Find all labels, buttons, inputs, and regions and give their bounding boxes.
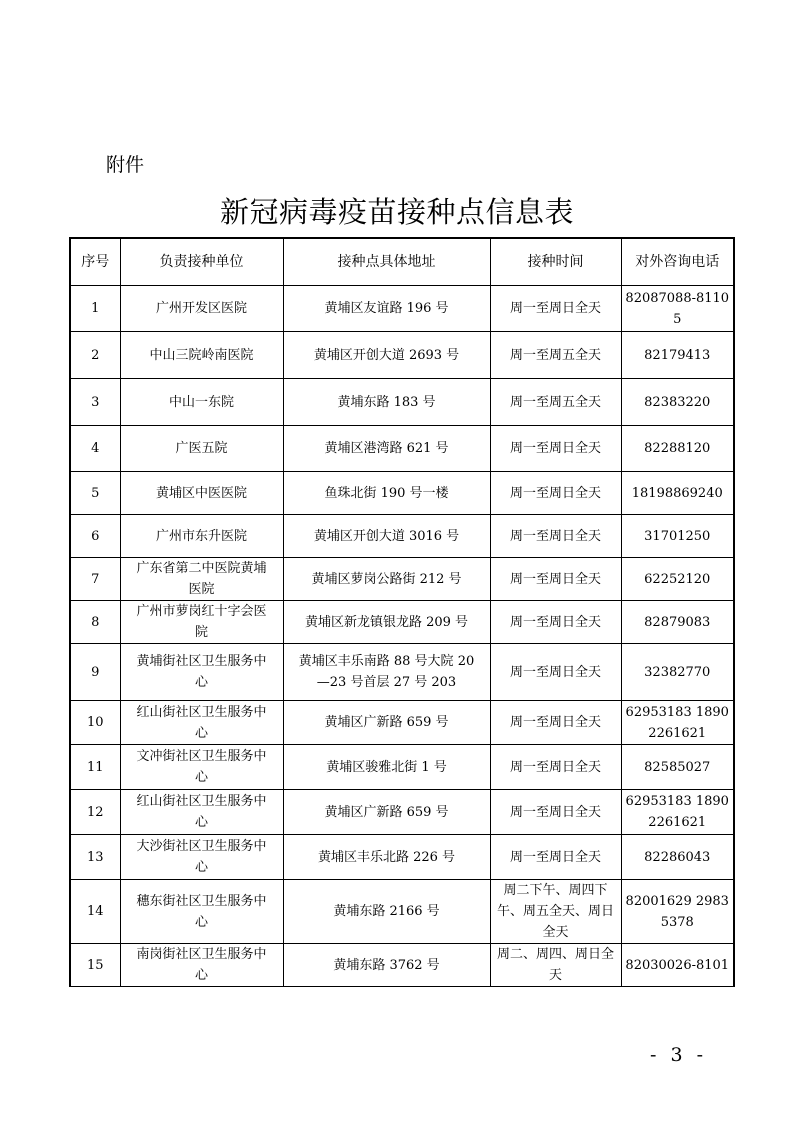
address-cell: 黄埔区广新路 659 号 [283,701,490,745]
unit-cell: 广东省第二中医院黄埔医院 [120,558,283,601]
time-cell: 周一至周日全天 [490,701,621,745]
time-cell: 周一至周日全天 [490,472,621,515]
time-cell: 周一至周日全天 [490,835,621,880]
row-number: 7 [70,558,120,601]
unit-cell: 大沙街社区卫生服务中心 [120,835,283,880]
phone-cell: 82001629 29835378 [621,880,734,944]
row-number: 10 [70,701,120,745]
unit-cell: 红山街社区卫生服务中心 [120,701,283,745]
table-row [70,472,734,515]
time-cell: 周一至周日全天 [490,745,621,790]
phone-cell: 82286043 [621,835,734,880]
row-number: 2 [70,332,120,379]
table-row [70,515,734,558]
address-cell: 黄埔区开创大道 2693 号 [283,332,490,379]
address-cell: 黄埔区新龙镇银龙路 209 号 [283,601,490,644]
row-number: 11 [70,745,120,790]
table-row [70,332,734,379]
column-header-time: 接种时间 [490,238,621,286]
column-header-phone: 对外咨询电话 [621,238,734,286]
time-cell: 周一至周日全天 [490,601,621,644]
address-cell: 黄埔区丰乐南路 88 号大院 20—23 号首层 27 号 203 [283,644,490,701]
table-row [70,835,734,880]
unit-cell: 穗东街社区卫生服务中心 [120,880,283,944]
phone-cell: 62252120 [621,558,734,601]
time-cell: 周一至周日全天 [490,644,621,701]
table-row [70,286,734,332]
unit-cell: 中山一东院 [120,379,283,426]
phone-cell: 62953183 18902261621 [621,790,734,835]
column-header-no: 序号 [70,238,120,286]
table-header-row [70,238,734,286]
time-cell: 周二下午、周四下午、周五全天、周日全天 [490,880,621,944]
address-cell: 黄埔区广新路 659 号 [283,790,490,835]
column-header-address: 接种点具体地址 [283,238,490,286]
time-cell: 周一至周五全天 [490,332,621,379]
table-row [70,644,734,701]
row-number: 5 [70,472,120,515]
phone-cell: 82087088-81105 [621,286,734,332]
phone-cell: 82288120 [621,426,734,472]
time-cell: 周一至周五全天 [490,379,621,426]
attachment-label: 附件 [106,154,145,176]
unit-cell: 广州市东升医院 [120,515,283,558]
time-cell: 周二、周四、周日全天 [490,944,621,987]
phone-cell: 18198869240 [621,472,734,515]
address-cell: 黄埔区丰乐北路 226 号 [283,835,490,880]
phone-cell: 82030026-8101 [621,944,734,987]
address-cell: 黄埔区骏雅北街 1 号 [283,745,490,790]
phone-cell: 82383220 [621,379,734,426]
address-cell: 黄埔东路 183 号 [283,379,490,426]
table-row [70,701,734,745]
table-row [70,745,734,790]
time-cell: 周一至周日全天 [490,790,621,835]
unit-cell: 文冲街社区卫生服务中心 [120,745,283,790]
row-number: 1 [70,286,120,332]
table-row [70,601,734,644]
address-cell: 黄埔区开创大道 3016 号 [283,515,490,558]
row-number: 4 [70,426,120,472]
address-cell: 黄埔区萝岗公路街 212 号 [283,558,490,601]
page-number: - 3 - [650,1044,708,1066]
row-number: 6 [70,515,120,558]
address-cell: 黄埔东路 2166 号 [283,880,490,944]
row-number: 8 [70,601,120,644]
table-row [70,790,734,835]
phone-cell: 82179413 [621,332,734,379]
page-title: 新冠病毒疫苗接种点信息表 [219,195,574,229]
time-cell: 周一至周日全天 [490,558,621,601]
unit-cell: 广州市萝岗红十字会医院 [120,601,283,644]
row-number: 14 [70,880,120,944]
unit-cell: 黄埔街社区卫生服务中心 [120,644,283,701]
phone-cell: 82879083 [621,601,734,644]
unit-cell: 广州开发区医院 [120,286,283,332]
address-cell: 黄埔区友谊路 196 号 [283,286,490,332]
time-cell: 周一至周日全天 [490,286,621,332]
address-cell: 黄埔区港湾路 621 号 [283,426,490,472]
phone-cell: 82585027 [621,745,734,790]
unit-cell: 红山街社区卫生服务中心 [120,790,283,835]
vaccination-sites-table [69,237,735,987]
phone-cell: 31701250 [621,515,734,558]
address-cell: 鱼珠北街 190 号一楼 [283,472,490,515]
table-body [70,286,734,987]
phone-cell: 62953183 18902261621 [621,701,734,745]
table-row [70,379,734,426]
row-number: 12 [70,790,120,835]
unit-cell: 广医五院 [120,426,283,472]
time-cell: 周一至周日全天 [490,515,621,558]
time-cell: 周一至周日全天 [490,426,621,472]
row-number: 3 [70,379,120,426]
unit-cell: 南岗街社区卫生服务中心 [120,944,283,987]
table-row [70,558,734,601]
row-number: 15 [70,944,120,987]
table-row [70,944,734,987]
row-number: 13 [70,835,120,880]
address-cell: 黄埔东路 3762 号 [283,944,490,987]
table-row [70,880,734,944]
unit-cell: 中山三院岭南医院 [120,332,283,379]
table-row [70,426,734,472]
phone-cell: 32382770 [621,644,734,701]
row-number: 9 [70,644,120,701]
column-header-unit: 负责接种单位 [120,238,283,286]
unit-cell: 黄埔区中医医院 [120,472,283,515]
